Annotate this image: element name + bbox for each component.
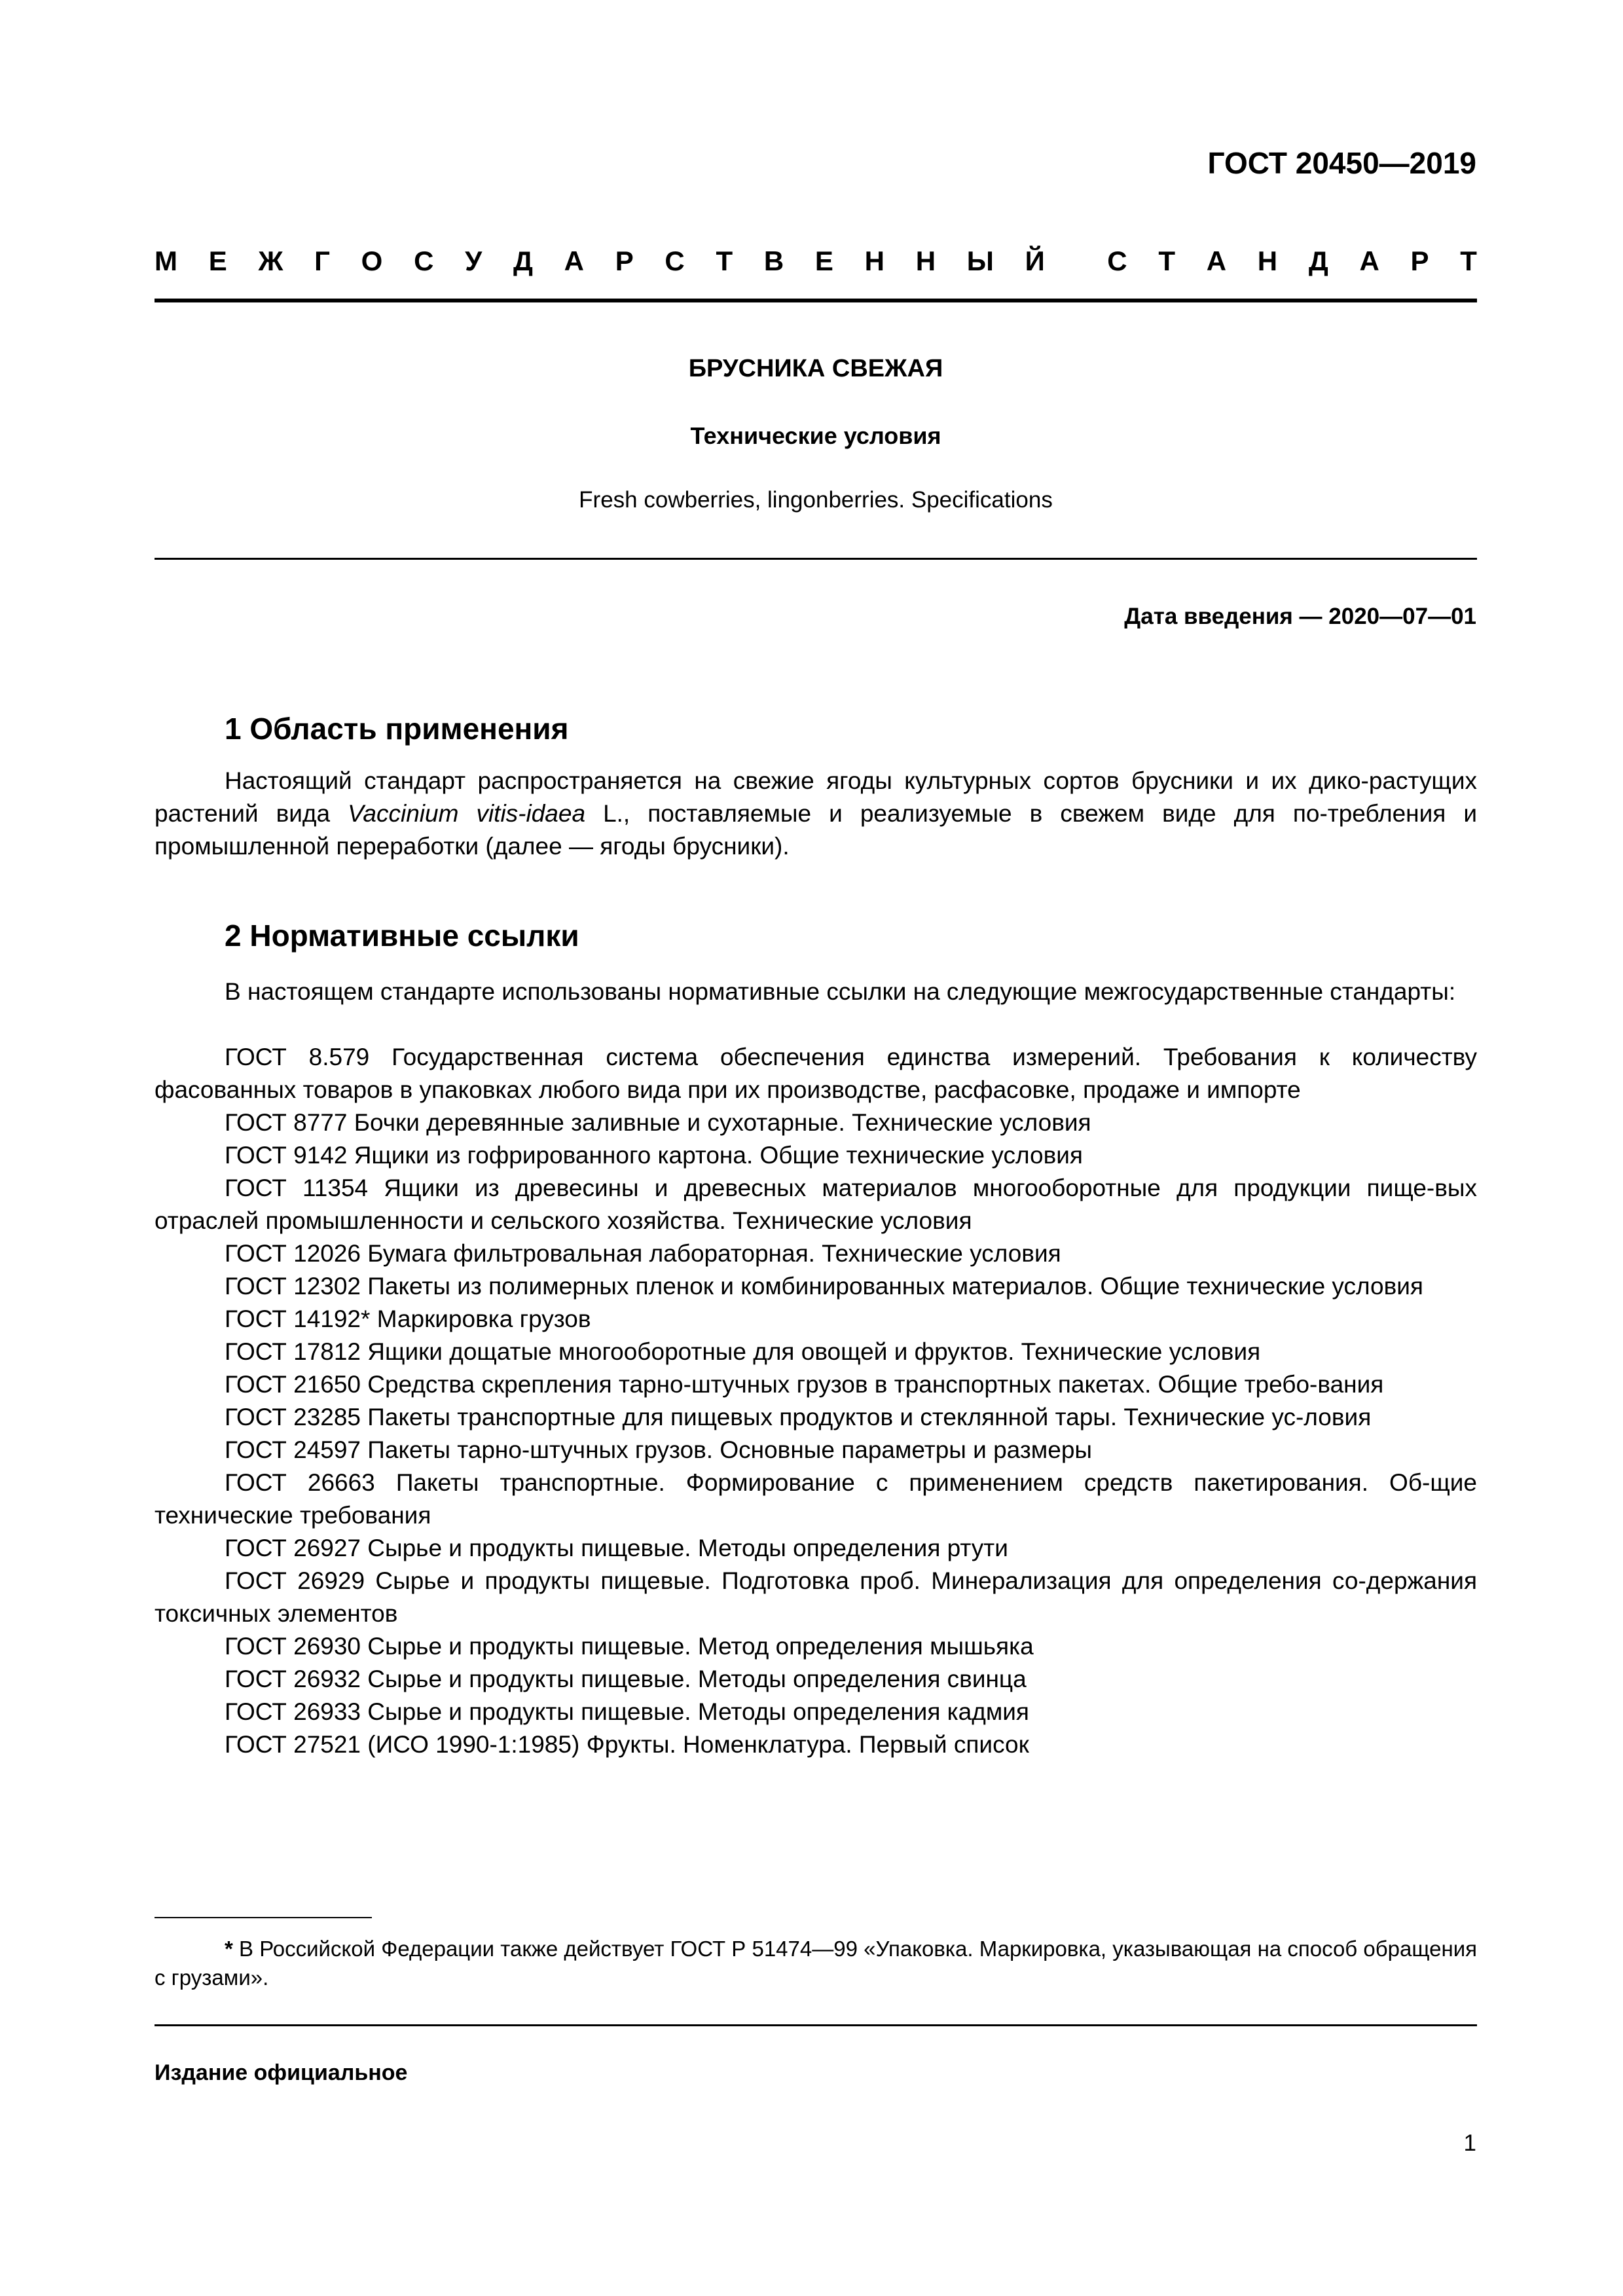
reference-item: [155, 1172, 1477, 1237]
reference-code: ГОСТ 8.579: [225, 1044, 370, 1070]
reference-item: [155, 1630, 1477, 1663]
banner-letter: Р: [615, 246, 634, 276]
section-2-heading: 2 Нормативные ссылки: [225, 919, 579, 953]
reference-item: [155, 1139, 1477, 1172]
section-1-text-after: L., поставляемые и реализуемые в свежем виде для по-требления и промышленной переработки (далее — ягоды брусники).: [155, 800, 1478, 860]
banner-letter: М: [155, 246, 177, 276]
reference-code: ГОСТ 12026: [225, 1240, 361, 1267]
reference-title: Маркировка грузов: [376, 1305, 591, 1332]
banner-letter: Д: [513, 246, 533, 276]
banner-letter: Й: [1025, 246, 1045, 276]
reference-item: [155, 1565, 1477, 1630]
title-rule: [155, 558, 1477, 560]
english-title: Fresh cowberries, lingonberries. Specifications: [579, 487, 1053, 513]
footnote-marker: *: [225, 1937, 233, 1961]
introduction-date: Дата введения — 2020—07—01: [1124, 604, 1476, 629]
banner-letter: У: [465, 246, 483, 276]
reference-code: ГОСТ 12302: [225, 1273, 361, 1300]
reference-code: ГОСТ 26927: [225, 1535, 361, 1561]
reference-title: Сырье и продукты пищевые. Методы определения ртути: [367, 1535, 1008, 1561]
header-rule: [155, 299, 1477, 302]
banner-letter: В: [763, 246, 784, 276]
banner-letter: Е: [208, 246, 227, 276]
document-number: ГОСТ 20450—2019: [1207, 146, 1476, 180]
reference-item: [155, 1728, 1477, 1761]
normative-references-list: [155, 1041, 1477, 1761]
reference-title: Государственная система обеспечения единства измерений. Требования к количеству фасованных товаров в упаковках любого вида при их производстве, расфасовке, продаже и импорте: [155, 1044, 1477, 1103]
footer-rule: [155, 2024, 1477, 2026]
banner-letter: Н: [864, 246, 884, 276]
banner-letter: О: [361, 246, 383, 276]
reference-title: Пакеты из полимерных пленок и комбинированных материалов. Общие технические условия: [367, 1273, 1423, 1300]
reference-item: [155, 1401, 1477, 1434]
reference-code: ГОСТ 11354: [225, 1175, 369, 1201]
section-1-paragraph: [155, 765, 1477, 863]
banner-letter: А: [1359, 246, 1379, 276]
banner-letter: Т: [1158, 246, 1175, 276]
reference-title: Сырье и продукты пищевые. Методы определения свинца: [367, 1666, 1027, 1692]
banner-letter: А: [1206, 246, 1227, 276]
official-edition-label: Издание официальное: [155, 2060, 408, 2085]
reference-title: Пакеты транспортные. Формирование с применением средств пакетирования. Об-щие технические требования: [155, 1469, 1478, 1529]
banner-letter: Г: [314, 246, 330, 276]
banner-letter: Д: [1308, 246, 1328, 276]
reference-item: [155, 1467, 1477, 1532]
reference-title: Сырье и продукты пищевые. Подготовка проб. Минерализация для определения со-держания токсичных элементов: [155, 1567, 1478, 1627]
banner-letter: Р: [1410, 246, 1429, 276]
banner-letter: А: [564, 246, 584, 276]
footnote-rule: [155, 1917, 372, 1918]
reference-code: ГОСТ 26932: [225, 1666, 361, 1692]
reference-code: ГОСТ 27521 (ИСО 1990-1:1985): [225, 1731, 580, 1758]
banner-letter: Н: [915, 246, 936, 276]
banner-letter: Т: [1460, 246, 1477, 276]
reference-item: [155, 1336, 1477, 1368]
footnote-text: В Российской Федерации также действует ГОСТ Р 51474—99 «Упаковка. Маркировка, указывающая на способ обращения с грузами».: [155, 1937, 1477, 1990]
reference-title: Бочки деревянные заливные и сухотарные. Технические условия: [354, 1109, 1091, 1136]
reference-item: [155, 1237, 1477, 1270]
section-1-heading: 1 Область применения: [225, 712, 569, 746]
footnote: [155, 1935, 1477, 1992]
banner-letter: С: [1107, 246, 1127, 276]
reference-code: ГОСТ 17812: [225, 1338, 361, 1365]
reference-item: [155, 1303, 1477, 1336]
banner-letter: Ы: [966, 246, 994, 276]
reference-code: ГОСТ 26929: [225, 1567, 365, 1594]
reference-code: ГОСТ 21650: [225, 1371, 361, 1398]
section-1-text-before: Настоящий стандарт распространяется на свежие ягоды культурных сортов брусники и их дико-растущих растений вида: [155, 767, 1477, 827]
reference-title: Пакеты тарно-штучных грузов. Основные параметры и размеры: [367, 1436, 1092, 1463]
section-2-intro: В настоящем стандарте использованы нормативные ссылки на следующие межгосударственные стандарты:: [225, 978, 1456, 1005]
page-number: 1: [1463, 2130, 1476, 2156]
banner-letter: Е: [814, 246, 833, 276]
reference-title: Пакеты транспортные для пищевых продуктов и стеклянной тары. Технические ус-ловия: [367, 1404, 1372, 1430]
banner-letter: С: [414, 246, 434, 276]
reference-title: Сырье и продукты пищевые. Методы определения кадмия: [367, 1698, 1029, 1725]
document-title: БРУСНИКА СВЕЖАЯ: [688, 355, 943, 382]
reference-item: [155, 1106, 1477, 1139]
reference-title: Ящики из гофрированного картона. Общие технические условия: [354, 1142, 1083, 1169]
reference-item: [155, 1434, 1477, 1467]
reference-item: [155, 1368, 1477, 1401]
reference-code: ГОСТ 26930: [225, 1633, 361, 1660]
reference-item: [155, 1663, 1477, 1696]
reference-item: [155, 1270, 1477, 1303]
banner-letter: Н: [1257, 246, 1278, 276]
reference-item: [155, 1696, 1477, 1728]
reference-item: [155, 1532, 1477, 1565]
reference-code: ГОСТ 24597: [225, 1436, 361, 1463]
reference-title: Бумага фильтровальная лабораторная. Технические условия: [367, 1240, 1061, 1267]
species-name: Vaccinium vitis-idaea: [348, 800, 586, 827]
reference-title: Ящики дощатые многооборотные для овощей и фруктов. Технические условия: [367, 1338, 1261, 1365]
reference-code: ГОСТ 14192*: [225, 1305, 371, 1332]
reference-code: ГОСТ 8777: [225, 1109, 348, 1136]
reference-code: ГОСТ 9142: [225, 1142, 348, 1169]
reference-title: Сырье и продукты пищевые. Метод определения мышьяка: [367, 1633, 1034, 1660]
document-subtitle: Технические условия: [690, 422, 941, 449]
reference-title: Фрукты. Номенклатура. Первый список: [586, 1731, 1029, 1758]
interstate-standard-banner: [155, 246, 1477, 277]
reference-code: ГОСТ 23285: [225, 1404, 361, 1430]
banner-letter: С: [665, 246, 685, 276]
banner-letter: Т: [716, 246, 733, 276]
reference-code: ГОСТ 26663: [225, 1469, 375, 1496]
reference-title: Ящики из древесины и древесных материалов многооборотные для продукции пище-вых отраслей промышленности и сельского хозяйства. Технические условия: [155, 1175, 1478, 1234]
reference-item: [155, 1041, 1477, 1106]
reference-title: Средства скрепления тарно-штучных грузов в транспортных пакетах. Общие требо-вания: [367, 1371, 1384, 1398]
banner-letter: Ж: [258, 246, 283, 276]
reference-code: ГОСТ 26933: [225, 1698, 361, 1725]
